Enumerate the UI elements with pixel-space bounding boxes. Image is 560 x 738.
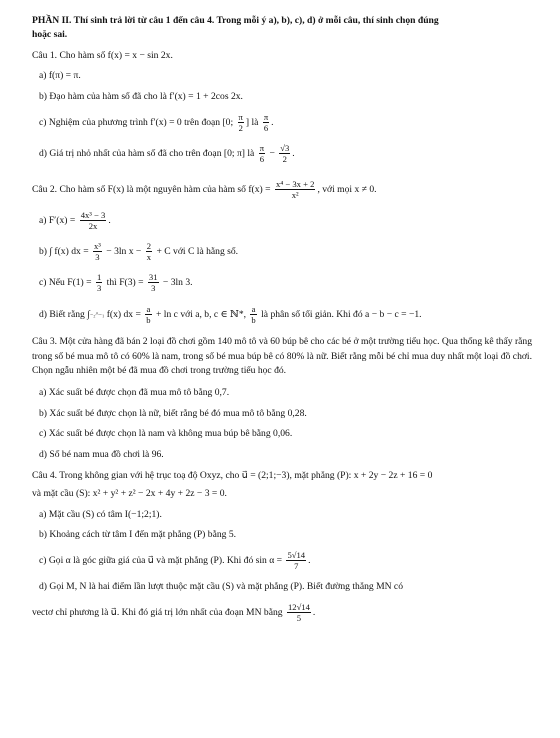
q2-b-fraction-2: $\frac{2}{x}$: [146, 241, 152, 263]
q2-c-fraction-1: $\frac{1}{3}$: [96, 272, 102, 294]
q2-option-a: a) F′(x) = $\frac{\text{4x³ − 3}}{2x}$ .: [39, 210, 111, 232]
section-header-line-2: hoặc sai.: [32, 28, 68, 40]
q2-c-fraction-2: $\frac{31}{3}$: [148, 272, 158, 294]
q2-d-integral-limits: ₋₂^₋₁: [89, 310, 105, 318]
q2-a-fraction: $\frac{\text{4x³ − 3}}{2x}$: [80, 210, 106, 232]
q4-d-fraction: $\frac{12√14}{5}$: [287, 602, 310, 624]
q1-option-d: d) Giá trị nhỏ nhất của hàm số đã cho trên đoạn [0; π] là $\frac{\pi}{6}$ − $\frac{√3}{2}$ .: [39, 143, 295, 165]
q1-option-c: c) Nghiệm của phương trình f′(x) = 0 trên đoạn [0; $\frac{\pi}{2}$ ] là $\frac{\pi}{6}$ .: [39, 112, 274, 134]
q4-option-a: a) Mặt cầu (S) có tâm I(−1;2;1).: [39, 508, 162, 520]
q4-stem-line-2: và mặt cầu (S): x² + y² + z² − 2x + 4y + 2z − 3 = 0.: [32, 487, 227, 499]
q3-paragraph: Câu 3. Một cửa hàng đã bán 2 loại đồ chơi gồm 140 mô tô và 60 búp bê cho các bé ở một trường tiểu học. Qua thống kê thấy rằng trong số bé mua mô tô có 60% là nam, trong số bé mua búp bê có 80% là nữ. Biết rằng mỗi bé chỉ mua duy nhất một loại đồ chơi. Chọn ngẫu nhiên một bé đã mua đồ chơi trong trường tiểu học đó.: [32, 335, 532, 377]
q2-d-fraction-1: $\frac{a}{b}$: [146, 304, 151, 326]
q2-option-b: b) ∫ f(x) dx = $\frac{\text{x³}}{3}$ − 3ln x − $\frac{2}{x}$ + C với C là hằng số.: [39, 241, 239, 263]
q4-c-fraction: $\frac{5√14}{7}$: [287, 550, 306, 572]
q3-option-a: a) Xác suất bé được chọn đã mua mô tô bằng 0,7.: [39, 386, 230, 398]
q1-d-fraction-2: $\frac{√3}{2}$: [280, 143, 290, 165]
q4-stem-line-1: Câu 4. Trong không gian với hệ trục toạ độ Oxyz, cho u⃗ = (2;1;−3), mặt phẳng (P): x + 2y − 2z + 16 = 0: [32, 469, 433, 481]
q4-option-c: c) Gọi α là góc giữa giá của u⃗ và mặt phẳng (P). Khi đó sin α = $\frac{5√14}{7}$ .: [39, 550, 311, 572]
q4-option-d-line-1: d) Gọi M, N là hai điểm lần lượt thuộc mặt cầu (S) và mặt phẳng (P). Biết đường thẳng MN có: [39, 581, 403, 593]
document-page: [32, 14, 532, 625]
q2-option-d: d) Biết rằng ∫₋₂^₋₁ f(x) dx = $\frac{a}{b}$ + ln c với a, b, c ∈ ℕ*, $\frac{a}{b}$ là phân số tối giản. Khi đó a − b − c = −1.: [39, 304, 422, 326]
q1-c-answer-fraction: $\frac{\pi}{6}$: [263, 112, 269, 134]
q4-option-b: b) Khoảng cách từ tâm I đến mặt phẳng (P) bằng 5.: [39, 529, 237, 541]
q2-stem: Câu 2. Cho hàm số F(x) là một nguyên hàm của hàm số f(x) = $\frac{\text{x⁴ − 3x + 2}}{\text{x²}}$ , với mọi x ≠ 0.: [32, 179, 377, 201]
q3-option-d: d) Số bé nam mua đồ chơi là 96.: [39, 449, 164, 461]
q1-option-b: b) Đạo hàm của hàm số đã cho là f′(x) = 1 + 2cos 2x.: [39, 91, 243, 103]
q1-c-fraction: $\frac{\pi}{2}$: [238, 112, 243, 134]
q1-d-fraction-1: $\frac{\pi}{6}$: [259, 143, 265, 165]
q1-option-a: a) f(π) = π.: [39, 70, 81, 82]
q3-option-c: c) Xác suất bé được chọn là nam và không mua búp bê bằng 0,06.: [39, 428, 293, 440]
q1-stem: Câu 1. Cho hàm số f(x) = x − sin 2x.: [32, 49, 173, 61]
q2-d-fraction-2: $\frac{a}{b}$: [251, 304, 256, 326]
q1-c-text: c) Nghiệm của phương trình f′(x) = 0 trên đoạn [0;: [39, 116, 236, 128]
q2-b-fraction-1: $\frac{\text{x³}}{3}$: [94, 241, 101, 263]
q3-option-b: b) Xác suất bé được chọn là nữ, biết rằng bé đó mua mô tô bằng 0,28.: [39, 407, 307, 419]
section-header-line-1: PHẦN II. Thí sinh trả lời từ câu 1 đến câu 4. Trong mỗi ý a), b), c), d) ở mỗi câu, thí sinh chọn đúng: [32, 15, 439, 26]
q2-option-c: c) Nếu F(1) = $\frac{1}{3}$ thì F(3) = $\frac{31}{3}$ − 3ln 3.: [39, 272, 193, 294]
q4-option-d-line-2: vectơ chỉ phương là u⃗. Khi đó giá trị lớn nhất của đoạn MN bằng $\frac{12√14}{5}$ .: [32, 602, 316, 624]
q2-stem-fraction: $\frac{\text{x⁴ − 3x + 2}}{\text{x²}}$: [275, 179, 315, 201]
